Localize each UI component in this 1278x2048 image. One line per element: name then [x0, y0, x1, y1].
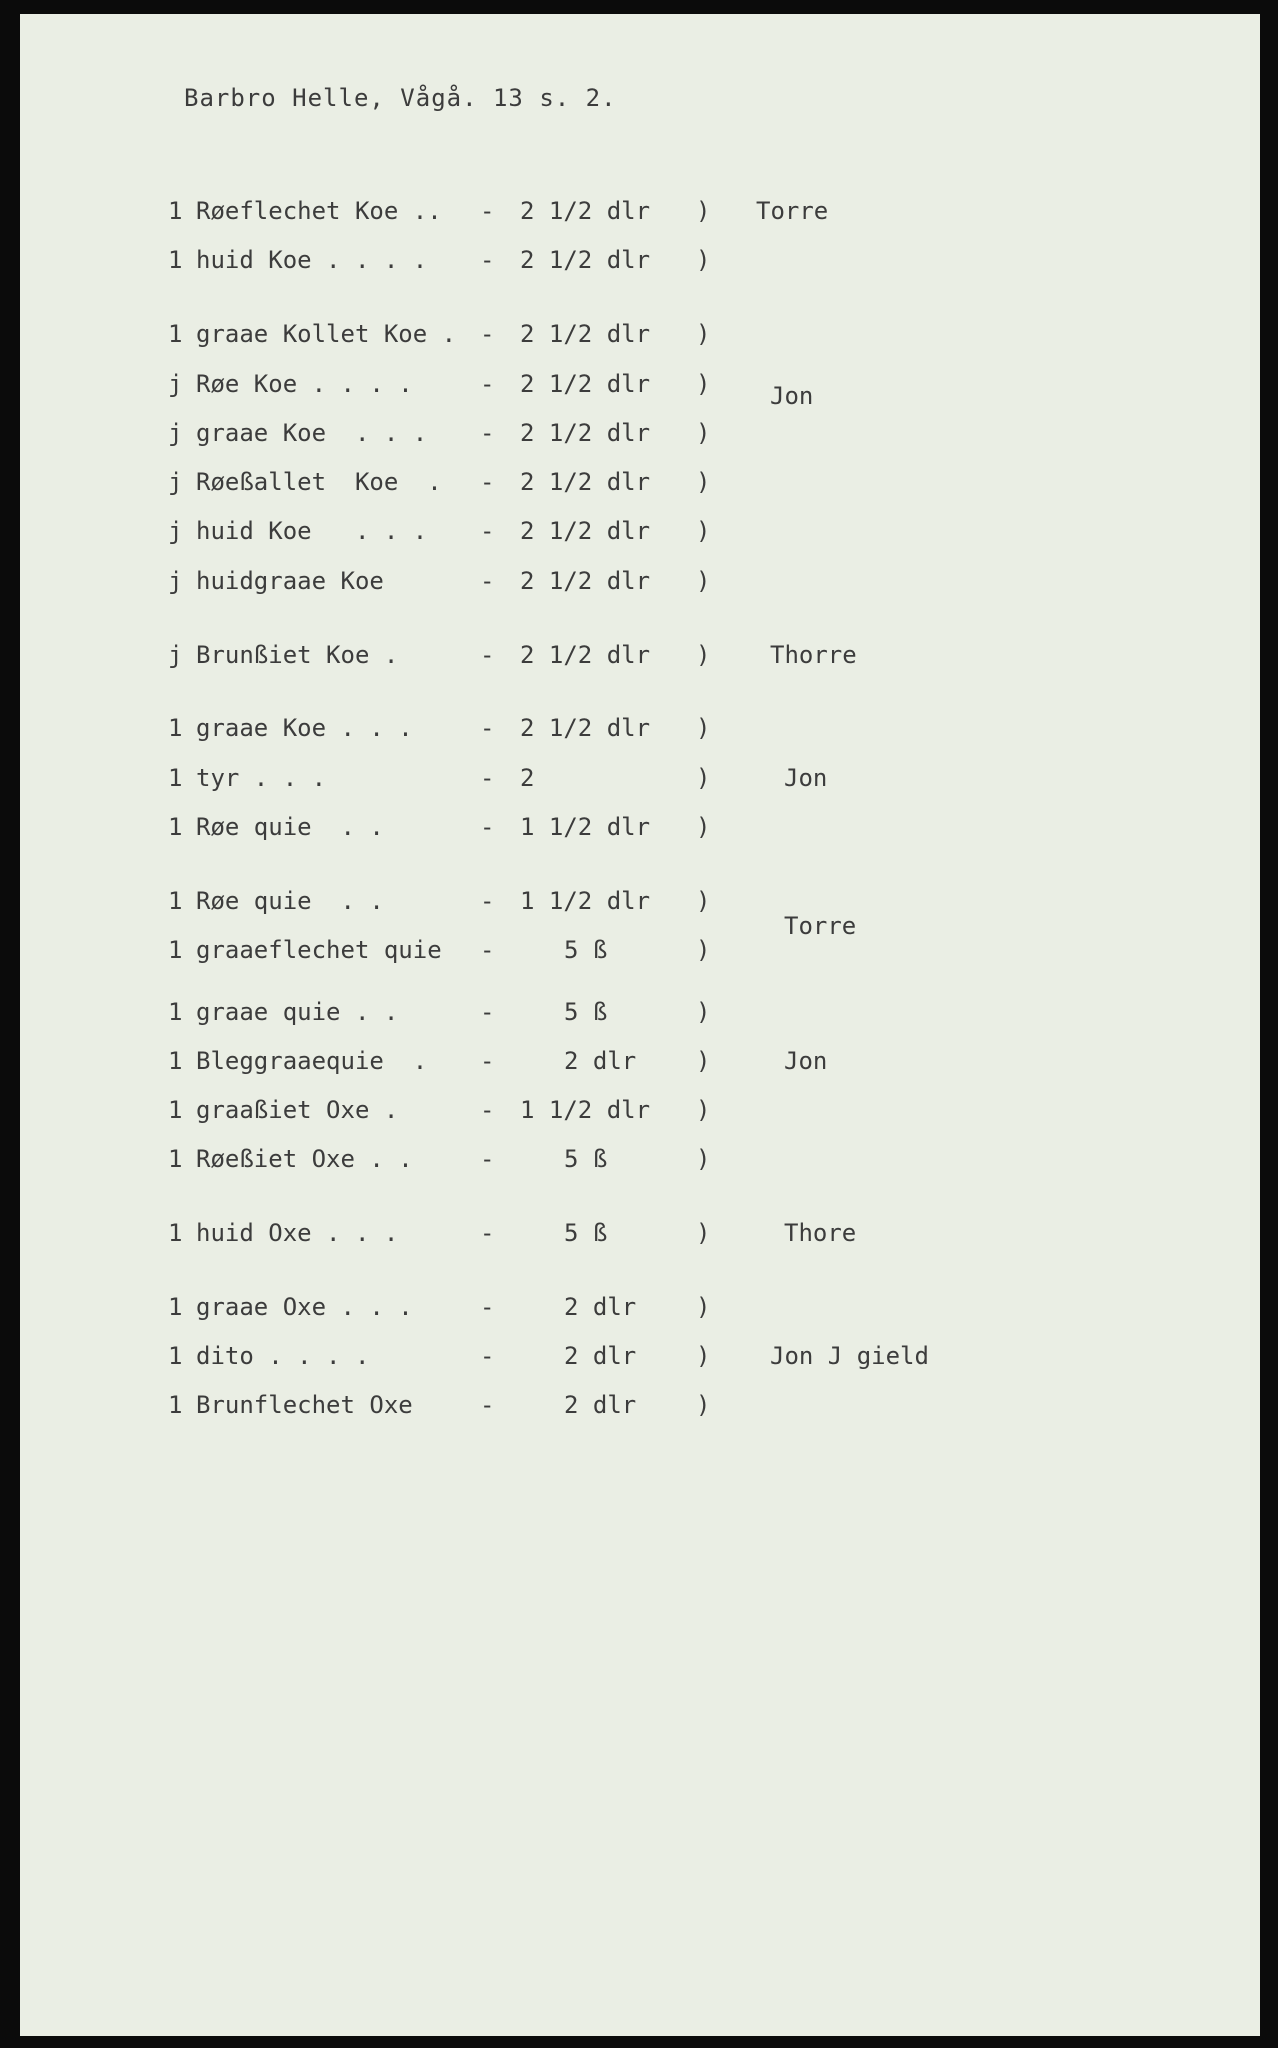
item-description: Røe quie . .	[196, 813, 384, 841]
dash: -	[480, 1342, 495, 1370]
quantity: j	[168, 370, 183, 398]
bracket: )	[696, 764, 711, 792]
document-page	[20, 14, 1260, 2036]
bracket: )	[696, 1145, 711, 1173]
amount: 2 dlr	[564, 1391, 637, 1419]
amount: 2 1/2 dlr	[520, 567, 651, 595]
amount: 2 1/2 dlr	[520, 714, 651, 742]
bracket: )	[696, 714, 711, 742]
list-item	[20, 370, 1260, 404]
amount: 2	[520, 764, 535, 792]
list-item	[20, 197, 1260, 231]
item-description: huid Koe . . .	[196, 517, 428, 545]
dash: -	[480, 998, 495, 1026]
document-header: Barbro Helle, Vågå. 13 s. 2.	[184, 84, 617, 112]
quantity: j	[168, 517, 183, 545]
owner-label: Torre	[784, 912, 857, 940]
list-item	[20, 887, 1260, 921]
quantity: 1	[168, 764, 183, 792]
item-description: graaeflechet quie	[196, 936, 442, 964]
list-item	[20, 567, 1260, 601]
item-description: tyr . . .	[196, 764, 327, 792]
list-item	[20, 1096, 1260, 1130]
owner-label: Thorre	[770, 641, 857, 669]
amount: 2 1/2 dlr	[520, 246, 651, 274]
bracket: )	[696, 320, 711, 348]
quantity: 1	[168, 1342, 183, 1370]
quantity: 1	[168, 936, 183, 964]
list-item	[20, 1145, 1260, 1179]
quantity: 1	[168, 1047, 183, 1075]
quantity: 1	[168, 1219, 183, 1247]
quantity: 1	[168, 1096, 183, 1124]
amount: 2 dlr	[564, 1047, 637, 1075]
dash: -	[480, 813, 495, 841]
bracket: )	[696, 197, 711, 225]
bracket: )	[696, 1219, 711, 1247]
dash: -	[480, 1047, 495, 1075]
owner-label: Jon	[770, 382, 814, 410]
list-item	[20, 641, 1260, 675]
dash: -	[480, 641, 495, 669]
item-description: Røeflechet Koe ..	[196, 197, 442, 225]
bracket: )	[696, 246, 711, 274]
bracket: )	[696, 1047, 711, 1075]
item-description: huid Oxe . . .	[196, 1219, 399, 1247]
bracket: )	[696, 1293, 711, 1321]
item-description: Bleggraaequie .	[196, 1047, 428, 1075]
amount: 2 1/2 dlr	[520, 641, 651, 669]
quantity: 1	[168, 887, 183, 915]
owner-label: Thore	[784, 1219, 857, 1247]
dash: -	[480, 1096, 495, 1124]
bracket: )	[696, 998, 711, 1026]
amount: 2 1/2 dlr	[520, 419, 651, 447]
item-description: Brunflechet Oxe	[196, 1391, 413, 1419]
bracket: )	[696, 936, 711, 964]
owner-label: Jon J gield	[770, 1342, 929, 1370]
dash: -	[480, 1293, 495, 1321]
quantity: 1	[168, 246, 183, 274]
dash: -	[480, 936, 495, 964]
list-item	[20, 246, 1260, 280]
list-item	[20, 813, 1260, 847]
quantity: j	[168, 468, 183, 496]
amount: 5 ß	[564, 998, 608, 1026]
list-item	[20, 1219, 1260, 1253]
dash: -	[480, 468, 495, 496]
dash: -	[480, 714, 495, 742]
amount: 5 ß	[564, 1145, 608, 1173]
list-item	[20, 320, 1260, 354]
item-description: graae Koe . . .	[196, 714, 413, 742]
amount: 2 1/2 dlr	[520, 468, 651, 496]
dash: -	[480, 764, 495, 792]
item-description: Røe Koe . . . .	[196, 370, 413, 398]
inventory-list	[20, 14, 1260, 2036]
bracket: )	[696, 419, 711, 447]
item-description: Røeßiet Oxe . .	[196, 1145, 413, 1173]
owner-label: Jon	[784, 764, 828, 792]
list-item	[20, 517, 1260, 551]
list-item	[20, 936, 1260, 970]
dash: -	[480, 197, 495, 225]
bracket: )	[696, 1391, 711, 1419]
amount: 2 1/2 dlr	[520, 197, 651, 225]
bracket: )	[696, 468, 711, 496]
list-item	[20, 764, 1260, 798]
quantity: 1	[168, 1293, 183, 1321]
quantity: 1	[168, 320, 183, 348]
amount: 2 dlr	[564, 1293, 637, 1321]
item-description: huidgraae Koe	[196, 567, 384, 595]
item-description: graae Kollet Koe .	[196, 320, 457, 348]
bracket: )	[696, 641, 711, 669]
item-description: graae Koe . . .	[196, 419, 428, 447]
dash: -	[480, 419, 495, 447]
list-item	[20, 714, 1260, 748]
bracket: )	[696, 1342, 711, 1370]
item-description: huid Koe . . . .	[196, 246, 428, 274]
item-description: graaßiet Oxe .	[196, 1096, 399, 1124]
amount: 2 1/2 dlr	[520, 320, 651, 348]
list-item	[20, 468, 1260, 502]
amount: 1 1/2 dlr	[520, 813, 651, 841]
quantity: 1	[168, 197, 183, 225]
dash: -	[480, 1391, 495, 1419]
list-item	[20, 419, 1260, 453]
amount: 1 1/2 dlr	[520, 1096, 651, 1124]
owner-label: Torre	[756, 197, 829, 225]
item-description: dito . . . .	[196, 1342, 370, 1370]
bracket: )	[696, 887, 711, 915]
item-description: Brunßiet Koe .	[196, 641, 399, 669]
amount: 1 1/2 dlr	[520, 887, 651, 915]
dash: -	[480, 370, 495, 398]
bracket: )	[696, 517, 711, 545]
dash: -	[480, 517, 495, 545]
owner-label: Jon	[784, 1047, 828, 1075]
quantity: 1	[168, 813, 183, 841]
quantity: j	[168, 641, 183, 669]
list-item	[20, 998, 1260, 1032]
amount: 5 ß	[564, 1219, 608, 1247]
bracket: )	[696, 370, 711, 398]
dash: -	[480, 320, 495, 348]
bracket: )	[696, 813, 711, 841]
dash: -	[480, 1145, 495, 1173]
dash: -	[480, 1219, 495, 1247]
amount: 2 1/2 dlr	[520, 517, 651, 545]
dash: -	[480, 887, 495, 915]
quantity: j	[168, 567, 183, 595]
dash: -	[480, 567, 495, 595]
quantity: 1	[168, 714, 183, 742]
item-description: Røeßallet Koe .	[196, 468, 442, 496]
quantity: j	[168, 419, 183, 447]
amount: 5 ß	[564, 936, 608, 964]
item-description: graae quie . .	[196, 998, 399, 1026]
quantity: 1	[168, 998, 183, 1026]
item-description: Røe quie . .	[196, 887, 384, 915]
item-description: graae Oxe . . .	[196, 1293, 413, 1321]
amount: 2 dlr	[564, 1342, 637, 1370]
bracket: )	[696, 1096, 711, 1124]
quantity: 1	[168, 1145, 183, 1173]
list-item	[20, 1342, 1260, 1376]
list-item	[20, 1293, 1260, 1327]
list-item	[20, 1391, 1260, 1425]
bracket: )	[696, 567, 711, 595]
quantity: 1	[168, 1391, 183, 1419]
amount: 2 1/2 dlr	[520, 370, 651, 398]
dash: -	[480, 246, 495, 274]
list-item	[20, 1047, 1260, 1081]
